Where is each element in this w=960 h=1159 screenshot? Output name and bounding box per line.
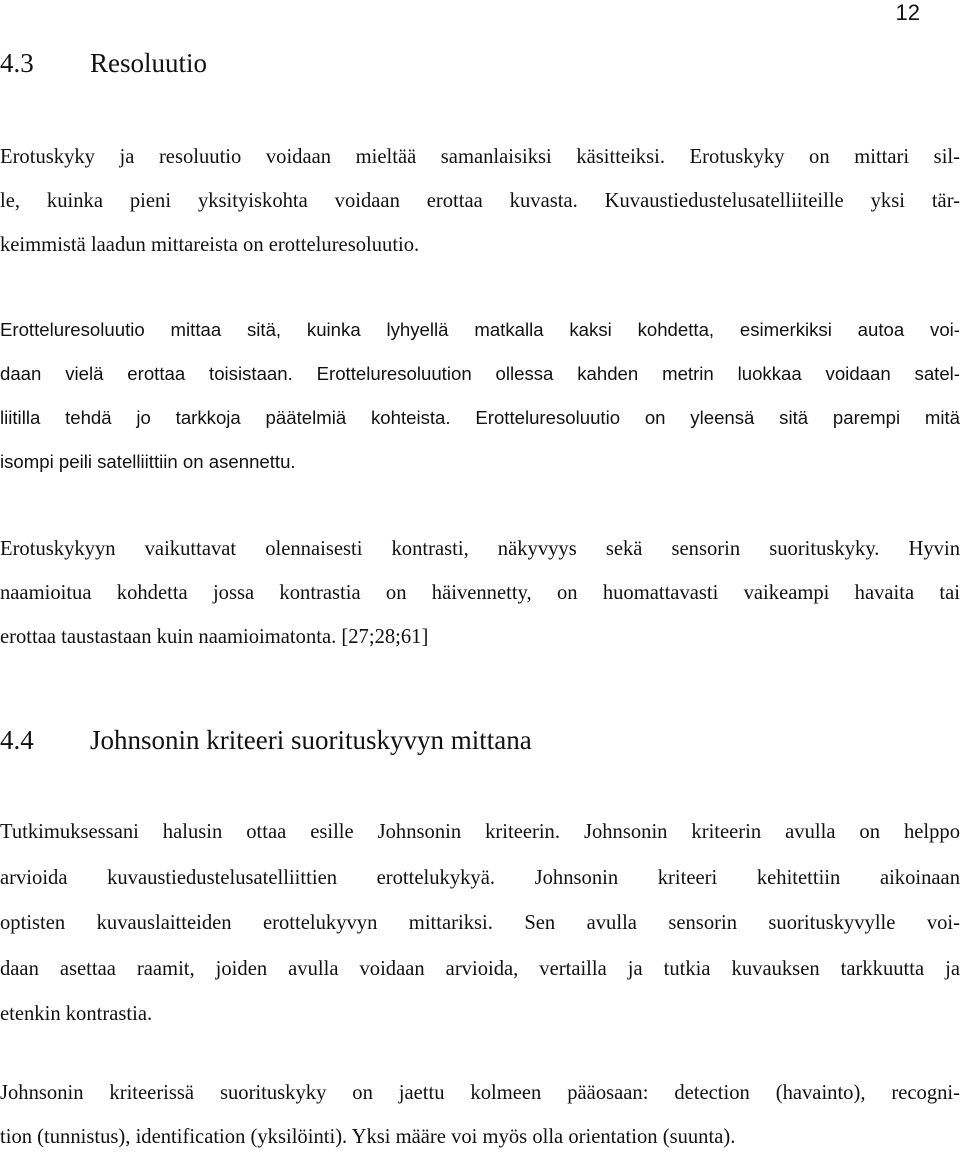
paragraph-johnson-intro (0, 810, 960, 1038)
paragraph-line: le, kuinka pieni yksityiskohta voidaan erottaa kuvasta. Kuvaustiedustelusatelliiteille yksi tär- (0, 190, 960, 212)
paragraph-erotuskyky (0, 135, 960, 267)
section-title: Johnsonin kriteeri suorituskyvyn mittana (90, 725, 532, 755)
paragraph-erotteluresoluutio (0, 308, 960, 484)
paragraph-kontrasti (0, 527, 960, 659)
paragraph-johnson-parts (0, 1071, 960, 1159)
paragraph-line: isompi peili satelliittiin on asennettu. (0, 451, 296, 472)
page-number: 12 (895, 0, 920, 25)
section-heading-4-4 (0, 722, 532, 758)
section-number: 4.4 (0, 725, 34, 755)
paragraph-line: tion (tunnistus), identification (yksilöinti). Yksi määre voi myös olla orientation (suunta). (0, 1126, 736, 1148)
paragraph-line: arvioida kuvaustiedustelusatelliittien erottelukykyä. Johnsonin kriteeri kehitettiin aikoinaan (0, 866, 960, 889)
paragraph-line: optisten kuvauslaitteiden erottelukyvyn mittariksi. Sen avulla sensorin suorituskyvylle voi- (0, 912, 960, 934)
paragraph-line: etenkin kontrastia. (0, 1003, 153, 1025)
paragraph-line: daan vielä erottaa toisistaan. Erotteluresoluution ollessa kahden metrin luokkaa voidaan satel- (0, 363, 960, 384)
paragraph-line: naamioitua kohdetta jossa kontrastia on häivennetty, on huomattavasti vaikeampi havaita tai (0, 582, 960, 604)
paragraph-line: Johnsonin kriteerissä suorituskyky on jaettu kolmeen pääosaan: detection (havainto), recogni- (0, 1082, 960, 1104)
paragraph-line: liitilla tehdä jo tarkkoja päätelmiä kohteista. Erotteluresoluutio on yleensä sitä parempi mitä (0, 407, 960, 428)
section-number: 4.3 (0, 48, 34, 78)
paragraph-line: erottaa taustastaan kuin naamioimatonta. [27;28;61] (0, 626, 429, 648)
paragraph-line: daan asettaa raamit, joiden avulla voidaan arvioida, vertailla ja tutkia kuvauksen tarkkuutta ja (0, 957, 960, 980)
section-heading-4-3 (0, 45, 207, 81)
paragraph-line: Erotuskyky ja resoluutio voidaan mieltää samanlaisiksi käsitteiksi. Erotuskyky on mittari sil- (0, 146, 960, 168)
section-title: Resoluutio (90, 48, 208, 78)
paragraph-line: Tutkimuksessani halusin ottaa esille Johnsonin kriteerin. Johnsonin kriteerin avulla on helppo (0, 821, 960, 843)
paragraph-line: Erotuskykyyn vaikuttavat olennaisesti kontrasti, näkyvyys sekä sensorin suorituskyky. Hyvin (0, 538, 960, 560)
paragraph-line: keimmistä laadun mittareista on erotteluresoluutio. (0, 234, 420, 256)
paragraph-line: Erotteluresoluutio mittaa sitä, kuinka lyhyellä matkalla kaksi kohdetta, esimerkiksi autoa voi- (0, 319, 960, 340)
